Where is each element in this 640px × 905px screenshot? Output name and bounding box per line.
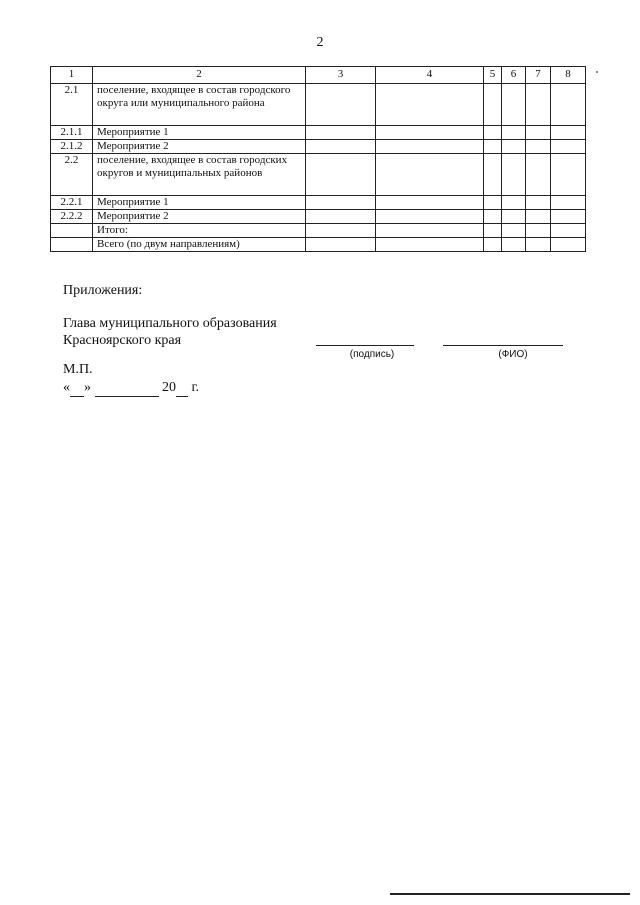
- table-cell: [484, 196, 502, 210]
- table-cell: [306, 210, 376, 224]
- table-cell: [306, 126, 376, 140]
- attachments-label: Приложения:: [63, 283, 143, 298]
- table-cell: [526, 196, 551, 210]
- table-cell: [502, 238, 526, 252]
- row-number: 2.2.1: [51, 196, 93, 210]
- table-cell: [306, 140, 376, 154]
- table-cell: [376, 210, 484, 224]
- year-prefix: 20: [162, 380, 176, 395]
- table-cell: [502, 126, 526, 140]
- table-row: [51, 224, 586, 238]
- table-cell: [306, 84, 376, 126]
- table-row: [51, 140, 586, 154]
- table-cell: [376, 140, 484, 154]
- table-row: [51, 210, 586, 224]
- table-cell: [502, 140, 526, 154]
- seal-label: М.П.: [63, 362, 93, 377]
- table-cell: [502, 224, 526, 238]
- column-header: 3: [306, 67, 376, 84]
- table-row: [51, 196, 586, 210]
- table-cell: [376, 126, 484, 140]
- table-cell: [551, 154, 586, 196]
- official-title: [63, 315, 277, 349]
- table-cell: [376, 224, 484, 238]
- column-header: 1: [51, 67, 93, 84]
- row-number: 2.2.2: [51, 210, 93, 224]
- table-cell: [502, 196, 526, 210]
- table-cell: [551, 196, 586, 210]
- table-cell: [484, 126, 502, 140]
- row-number: 2.2: [51, 154, 93, 196]
- row-name: Мероприятие 2: [93, 140, 306, 154]
- table-cell: [502, 84, 526, 126]
- row-name: поселение, входящее в состав городского округа или муниципального района: [93, 84, 306, 126]
- column-header: 7: [526, 67, 551, 84]
- table-cell: [484, 210, 502, 224]
- row-number: 2.1.2: [51, 140, 93, 154]
- bottom-rule: [390, 893, 630, 895]
- table-cell: [376, 84, 484, 126]
- column-header: 5: [484, 67, 502, 84]
- row-name: Всего (по двум направлениям): [93, 238, 306, 252]
- fio-line: [443, 345, 563, 346]
- signature-caption: (подпись): [349, 349, 395, 360]
- fio-caption: (ФИО): [498, 349, 528, 360]
- table-cell: [484, 224, 502, 238]
- table-cell: [484, 238, 502, 252]
- table-cell: [376, 238, 484, 252]
- header-row: [51, 67, 586, 84]
- date-close-quote: »: [84, 380, 91, 395]
- table-cell: [306, 238, 376, 252]
- table-cell: [526, 210, 551, 224]
- row-number: [51, 224, 93, 238]
- row-name: Мероприятие 1: [93, 126, 306, 140]
- signature-line: [316, 345, 414, 346]
- table-cell: [526, 140, 551, 154]
- row-number: [51, 238, 93, 252]
- official-title-line: Красноярского края: [63, 333, 182, 348]
- column-header: 8: [551, 67, 586, 84]
- table-cell: [526, 84, 551, 126]
- row-name: Мероприятие 1: [93, 196, 306, 210]
- table-cell: [551, 126, 586, 140]
- table-cell: [376, 154, 484, 196]
- page-number: 2: [316, 35, 324, 50]
- date-open-quote: «: [63, 380, 70, 395]
- column-header: 4: [376, 67, 484, 84]
- table-cell: [551, 84, 586, 126]
- table-cell: [484, 154, 502, 196]
- table-cell: [484, 84, 502, 126]
- row-name: Итого:: [93, 224, 306, 238]
- column-header: 6: [502, 67, 526, 84]
- report-table: [50, 66, 586, 252]
- row-name: Мероприятие 2: [93, 210, 306, 224]
- table-cell: [551, 224, 586, 238]
- year-blank: [176, 380, 188, 397]
- year-suffix: г.: [191, 380, 200, 395]
- date-line: [63, 380, 199, 397]
- table-row: [51, 126, 586, 140]
- table-cell: [551, 140, 586, 154]
- row-number: 2.1: [51, 84, 93, 126]
- row-number: 2.1.1: [51, 126, 93, 140]
- table-cell: [502, 210, 526, 224]
- table-cell: [526, 126, 551, 140]
- official-title-line: Глава муниципального образования: [63, 316, 277, 331]
- table-cell: [526, 224, 551, 238]
- table-cell: [526, 154, 551, 196]
- day-blank: [70, 380, 84, 397]
- table-row: [51, 238, 586, 252]
- table-cell: [306, 224, 376, 238]
- row-name: поселение, входящее в состав городских округов и муниципальных районов: [93, 154, 306, 196]
- table-cell: [484, 140, 502, 154]
- table-cell: [502, 154, 526, 196]
- table-header: [51, 67, 586, 84]
- table-cell: [376, 196, 484, 210]
- table-cell: [551, 238, 586, 252]
- table-row: [51, 154, 586, 196]
- table-cell: [551, 210, 586, 224]
- table-cell: [526, 238, 551, 252]
- table-row: [51, 84, 586, 126]
- column-header: 2: [93, 67, 306, 84]
- scan-speck: [596, 71, 598, 73]
- month-blank: [95, 380, 159, 397]
- table-cell: [306, 196, 376, 210]
- table-cell: [306, 154, 376, 196]
